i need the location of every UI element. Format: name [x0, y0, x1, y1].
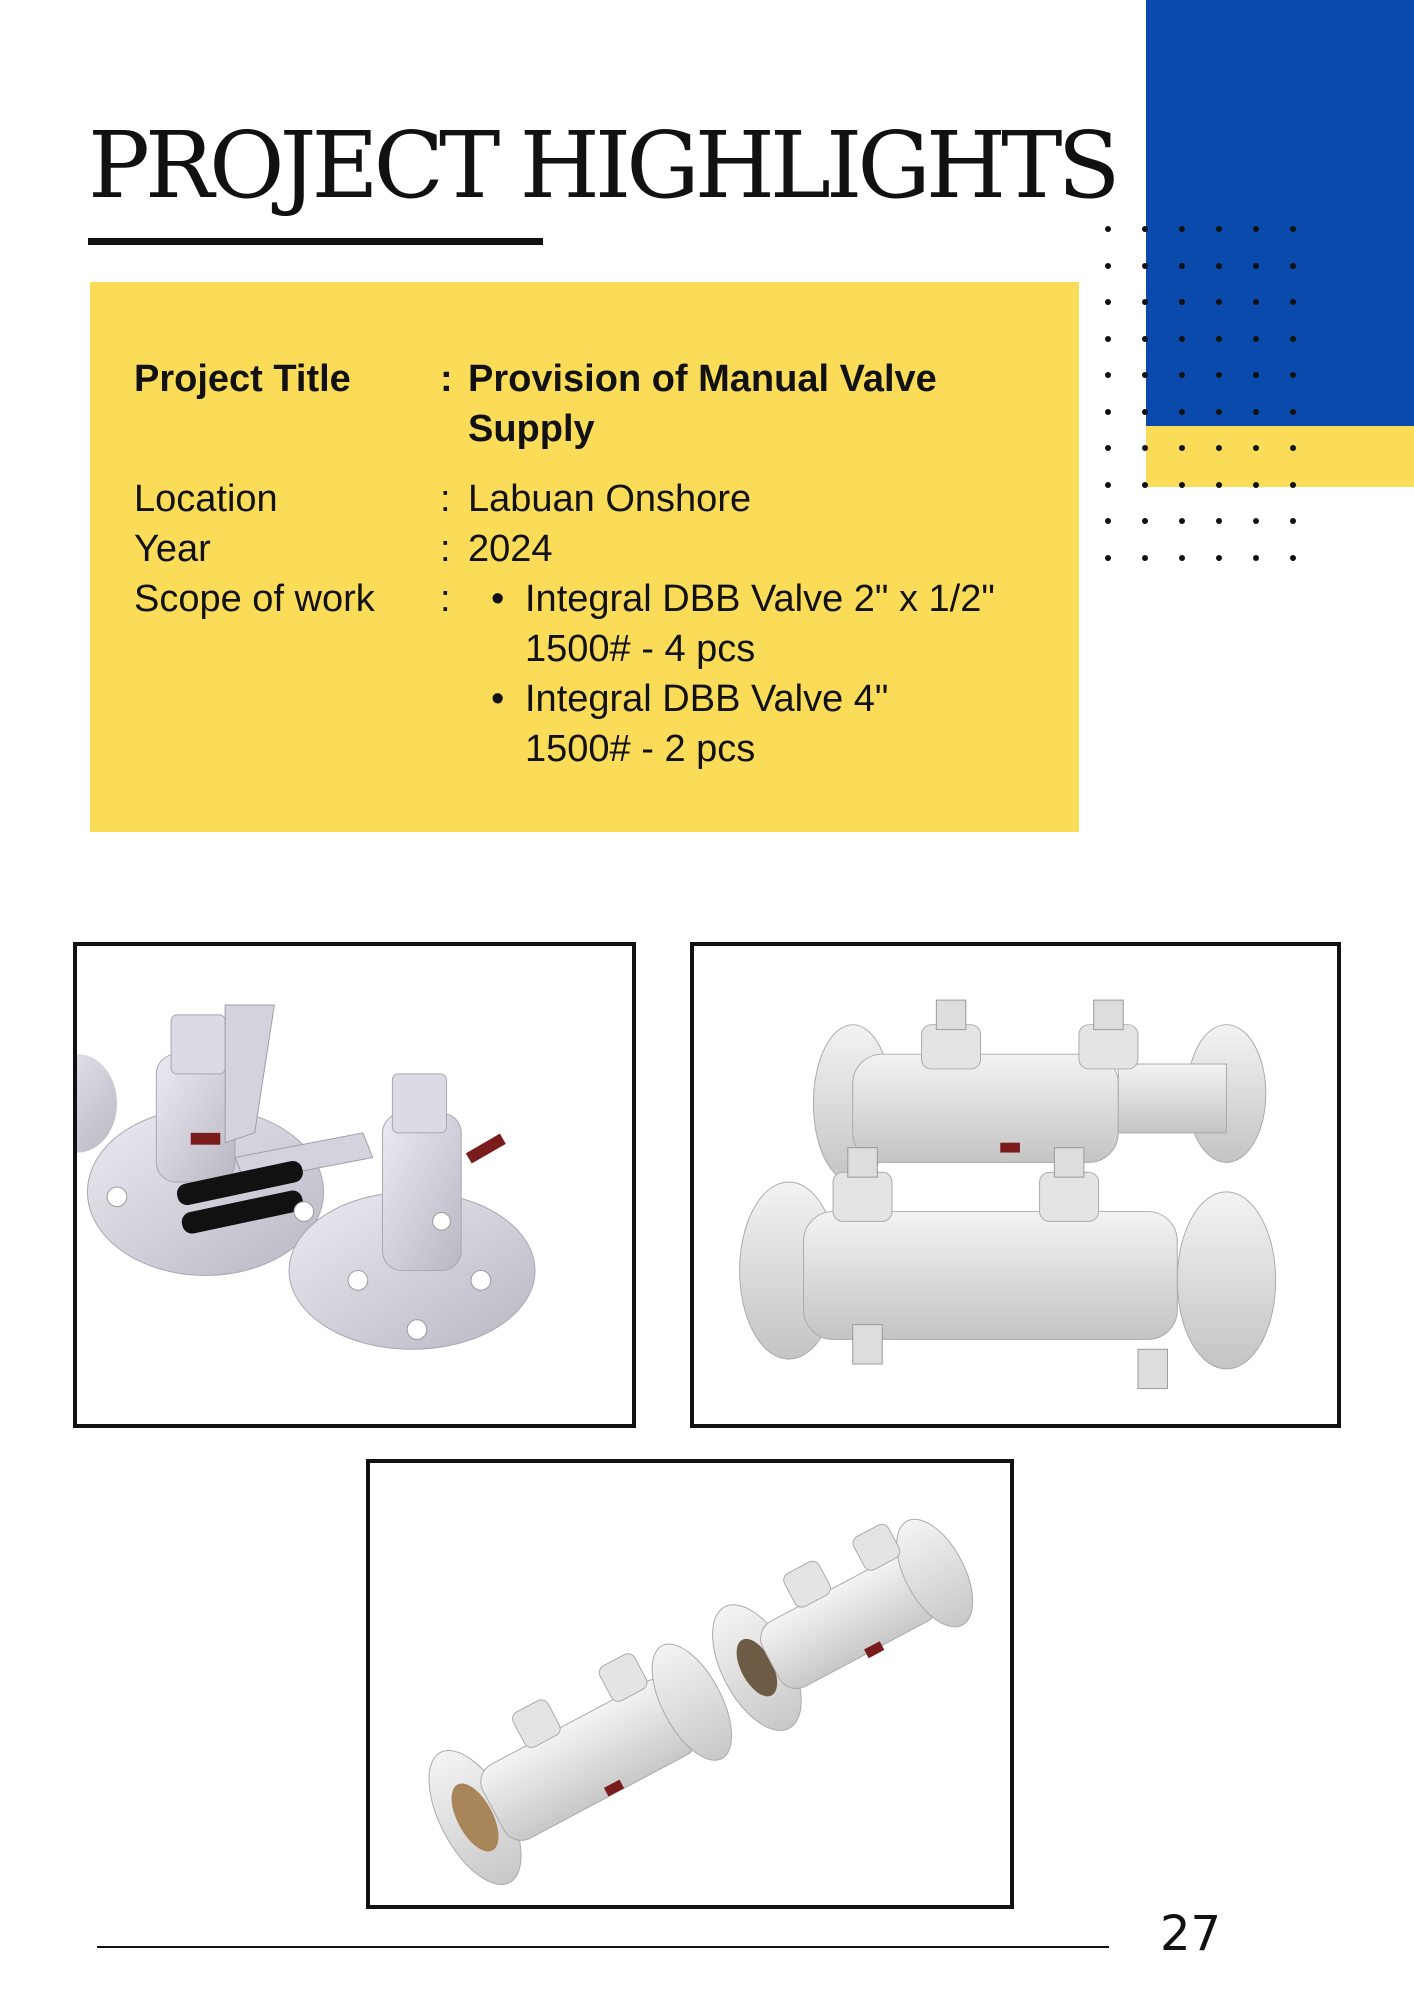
decor-dot: [1216, 372, 1222, 378]
decor-dot: [1142, 555, 1148, 561]
decor-dot: [1290, 482, 1296, 488]
decor-dot: [1142, 372, 1148, 378]
decor-dot: [1253, 409, 1259, 415]
separator: :: [440, 528, 451, 570]
decor-dot: [1253, 226, 1259, 232]
decor-dot: [1216, 336, 1222, 342]
decor-dot: [1105, 555, 1111, 561]
page-number: 27: [1160, 1906, 1222, 1962]
decor-dot: [1179, 518, 1185, 524]
footer-rule: [97, 1946, 1109, 1948]
decor-dot: [1290, 445, 1296, 451]
decor-dot: [1179, 336, 1185, 342]
scope-list: [491, 574, 995, 774]
decor-dot: [1290, 226, 1296, 232]
bullet-icon: •: [491, 578, 505, 620]
decor-dot: [1105, 263, 1111, 269]
project-title-value-line1: Provision of Manual Valve: [468, 358, 937, 400]
decor-dot: [1253, 555, 1259, 561]
valve-illustration: [694, 946, 1337, 1424]
decor-dot: [1216, 482, 1222, 488]
decor-dot: [1216, 518, 1222, 524]
decor-dot: [1253, 445, 1259, 451]
decor-dot: [1290, 409, 1296, 415]
decor-dot: [1253, 299, 1259, 305]
bullet-icon: •: [491, 678, 505, 720]
separator: :: [440, 358, 453, 400]
valve-photo-small: [73, 942, 636, 1428]
decor-dot: [1290, 518, 1296, 524]
decor-dot: [1290, 336, 1296, 342]
decor-dot: [1142, 299, 1148, 305]
decor-dot: [1216, 555, 1222, 561]
valve-photo-assembly: [366, 1459, 1014, 1909]
decor-dot: [1142, 518, 1148, 524]
decor-dot: [1216, 299, 1222, 305]
title-underline: [88, 238, 543, 245]
decor-dot: [1105, 409, 1111, 415]
valve-illustration: [370, 1463, 1010, 1905]
valve-photo-pair: [690, 942, 1341, 1428]
decor-dot: [1179, 299, 1185, 305]
decor-dot: [1179, 409, 1185, 415]
decor-dot: [1179, 372, 1185, 378]
decor-dot: [1142, 226, 1148, 232]
decor-dot: [1253, 518, 1259, 524]
valve-illustration: [77, 946, 632, 1424]
decor-dot: [1216, 445, 1222, 451]
decor-dot: [1179, 482, 1185, 488]
scope-item-line1: Integral DBB Valve 4": [525, 678, 889, 720]
decor-dot: [1179, 555, 1185, 561]
location-value: Labuan Onshore: [468, 478, 752, 520]
decor-dot: [1105, 518, 1111, 524]
decor-dot: [1216, 263, 1222, 269]
decor-dot: [1253, 372, 1259, 378]
scope-item-line2: 1500# - 4 pcs: [525, 628, 756, 670]
decor-dot: [1290, 555, 1296, 561]
decor-dot: [1105, 226, 1111, 232]
page-title: PROJECT HIGHLIGHTS: [88, 112, 1116, 219]
separator: :: [440, 578, 451, 620]
decor-dot: [1179, 445, 1185, 451]
decor-dot: [1253, 336, 1259, 342]
decor-dot: [1142, 336, 1148, 342]
decor-dot: [1253, 482, 1259, 488]
year-value: 2024: [468, 528, 553, 570]
year-label: Year: [134, 528, 211, 570]
decor-dot: [1290, 263, 1296, 269]
decor-dot: [1142, 445, 1148, 451]
decor-dot: [1105, 372, 1111, 378]
project-title-label: Project Title: [134, 358, 351, 400]
project-title-value-line2: Supply: [468, 408, 595, 450]
decor-dot: [1142, 263, 1148, 269]
scope-item-line1: Integral DBB Valve 2" x 1/2": [525, 578, 995, 620]
decor-dot-grid: [1105, 226, 1305, 586]
decor-dot: [1105, 482, 1111, 488]
decor-dot: [1105, 299, 1111, 305]
scope-label: Scope of work: [134, 578, 375, 620]
decor-dot: [1142, 409, 1148, 415]
scope-item-line2: 1500# - 2 pcs: [525, 728, 756, 770]
decor-dot: [1105, 445, 1111, 451]
decor-dot: [1105, 336, 1111, 342]
decor-dot: [1290, 372, 1296, 378]
decor-dot: [1179, 263, 1185, 269]
decor-dot: [1290, 299, 1296, 305]
decor-dot: [1253, 263, 1259, 269]
scope-item: [491, 674, 995, 774]
scope-item: [491, 574, 995, 674]
location-label: Location: [134, 478, 278, 520]
decor-dot: [1179, 226, 1185, 232]
project-info-box: [90, 282, 1079, 832]
separator: :: [440, 478, 451, 520]
decor-dot: [1216, 226, 1222, 232]
decor-dot: [1216, 409, 1222, 415]
decor-dot: [1142, 482, 1148, 488]
